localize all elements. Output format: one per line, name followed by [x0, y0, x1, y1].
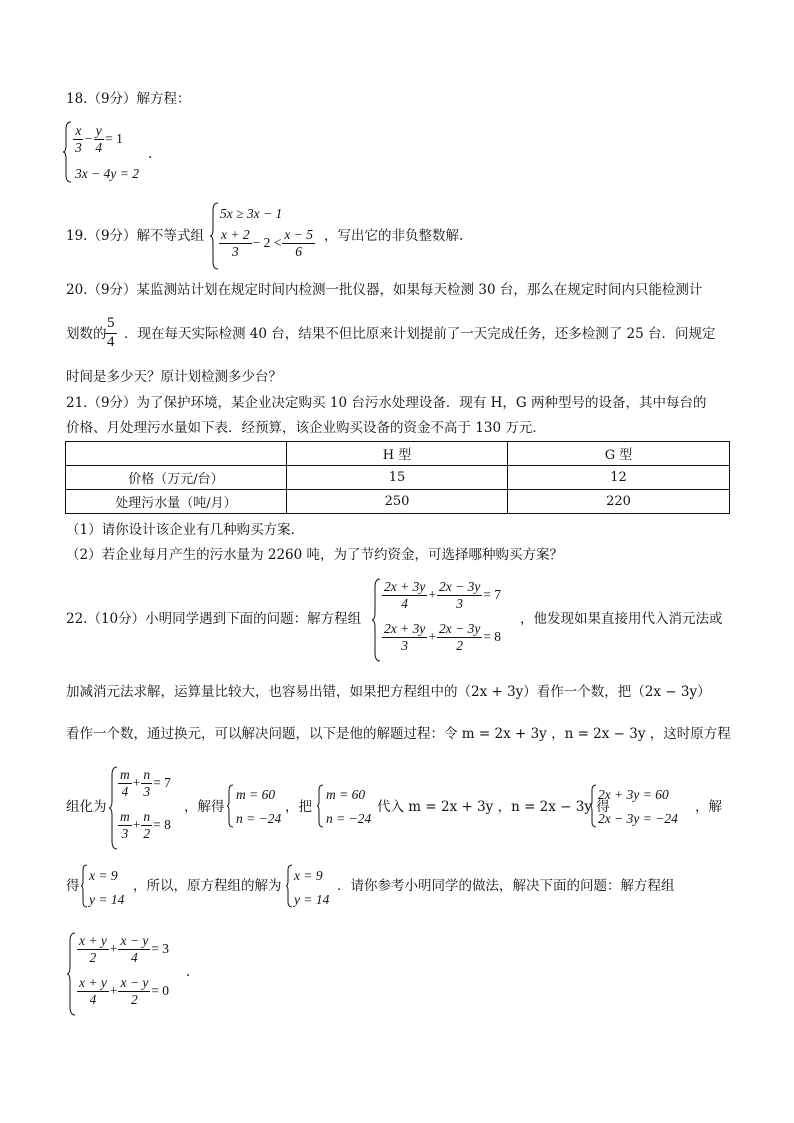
q22-line-5-b: ，所以，原方程组的解为 [133, 878, 282, 894]
q22-system-1-brace [371, 578, 381, 662]
q22-solution-y-copy: y = 14 [294, 892, 330, 907]
q22-solution-x-copy: x = 9 [294, 868, 323, 883]
q20-line-1: 20.（9分）某监测站计划在规定时间内检测一批仪器，如果每天检测 30 台，那么在规定时间内只能检测计 [66, 282, 703, 298]
q18-equation-2: 3x − 4y = 2 [75, 166, 139, 181]
q22-mn-brace-1 [226, 784, 234, 828]
q22-line-3: 看作一个数，通过换元，可以解决问题，以下是他的解题过程：令 m = 2x + 3y ，n = 2x − 3y ，这时原方程 [66, 726, 731, 742]
table-header-row [66, 442, 730, 466]
table-cell: 15 [287, 466, 508, 490]
q22-system-2-row-1: $\frac{m}{4}$ + $\frac{n}{3}$ = 7 [120, 767, 171, 800]
q22-xy-eq-1: 2x + 3y = 60 [598, 787, 669, 802]
q20-fraction: $\frac{5}{4}$ [107, 315, 115, 350]
table-header-cell: H 型 [287, 442, 508, 466]
q18-equation-1: $\frac{x}{3}$ − $\frac{y}{4}$ = 1 [75, 123, 123, 156]
q22-prefix: 22.（10分）小明同学遇到下面的问题：解方程组 [66, 611, 362, 627]
q21-sub-question-1: （1）请你设计该企业有几种购买方案． [66, 522, 305, 538]
q20-line-3: 时间是多少天？原计划检测多少台？ [66, 369, 282, 385]
q20-line-2-suffix: ．现在每天实际检测 40 台，结果不但比原来计划提前了一天完成任务，还多检测了 25 台．问规定 [124, 326, 716, 342]
q22-substitute-text: 代入 m = 2x + 3y ，n = 2x − 3y 得 [377, 799, 610, 815]
q22-end: . [186, 964, 191, 980]
q22-solution-x: x = 9 [89, 868, 118, 883]
q22-system-3-row-1: $\frac{x + y}{2}$ + $\frac{x - y}{4}$ = 3 [79, 933, 170, 966]
q19-inequality-1: 5x ≥ 3x − 1 [220, 206, 283, 221]
q20-line-2-prefix: 划数的 [66, 326, 107, 342]
q22-mn-1-copy: m = 60 [326, 787, 366, 802]
table-cell: 220 [508, 490, 730, 514]
q22-line-4-prefix: 组化为 [66, 799, 107, 815]
q22-line-5-a: 得 [66, 878, 80, 894]
q18-label: 18.（9分）解方程： [66, 91, 191, 107]
q22-system-3-brace [66, 932, 76, 1016]
q22-mn-2: n = −24 [236, 811, 282, 826]
q22-solution-brace-2 [285, 864, 293, 908]
q19-suffix: ，写出它的非负整数解. [324, 228, 464, 244]
table-cell: 250 [287, 490, 508, 514]
table-cell: 12 [508, 466, 730, 490]
q21-table [65, 441, 730, 514]
q22-system-3-row-2: $\frac{x + y}{4}$ + $\frac{x - y}{2}$ = 0 [79, 975, 170, 1008]
q21-line-1: 21.（9分）为了保护环境，某企业决定购买 10 台污水处理设备．现有 H，G 两种型号的设备，其中每台的 [66, 395, 707, 411]
table-header-cell: G 型 [508, 442, 730, 466]
table-row [66, 466, 730, 490]
table-cell: 处理污水量（吨/月） [66, 490, 287, 514]
q22-suffix-1: ，他发现如果直接用代入消元法或 [520, 611, 723, 627]
q19-prefix: 19.（9分）解不等式组 [66, 228, 205, 244]
q22-solution-y: y = 14 [89, 892, 125, 907]
q22-mn-brace-2 [316, 784, 324, 828]
q22-line-2: 加减消元法求解，运算量比较大，也容易出错，如果把方程组中的（2x + 3y）看作一个数，把（2x − 3y） [66, 684, 711, 700]
q22-system-1-row-1: $\frac{2x + 3y}{4}$ + $\frac{2x - 3y}{3}$ = 7 [384, 579, 502, 612]
q22-line-5-c: ．请你参考小明同学的做法，解决下面的问题：解方程组 [337, 878, 675, 894]
q22-xy-brace [589, 784, 597, 828]
q22-solution-brace-1 [80, 864, 88, 908]
q18-brace [62, 121, 72, 183]
table-header-cell [66, 442, 287, 466]
table-row [66, 490, 730, 514]
q22-xy-eq-2: 2x − 3y = −24 [598, 811, 678, 826]
q21-sub-question-2: （2）若企业每月产生的污水量为 2260 吨，为了节约资金，可选择哪种购买方案？ [66, 547, 564, 563]
q22-solve-1: ，解得 [184, 799, 225, 815]
q22-system-2-row-2: $\frac{m}{3}$ + $\frac{n}{2}$ = 8 [120, 809, 171, 842]
q22-system-1-row-2: $\frac{2x + 3y}{3}$ + $\frac{2x - 3y}{2}$ = 8 [384, 621, 502, 654]
q22-put: ，把 [285, 799, 312, 815]
q18-end: . [148, 146, 153, 162]
q21-line-2: 价格、月处理污水量如下表．经预算，该企业购买设备的资金不高于 130 万元． [66, 420, 546, 436]
q22-solve-2: ，解 [695, 799, 722, 815]
table-cell: 价格（万元/台） [66, 466, 287, 490]
q22-mn-1: m = 60 [236, 787, 276, 802]
q22-mn-2-copy: n = −24 [326, 811, 372, 826]
q19-inequality-2: $\frac{x + 2}{3}$ − 2 < $\frac{x - 5}{6}$ [221, 227, 313, 260]
